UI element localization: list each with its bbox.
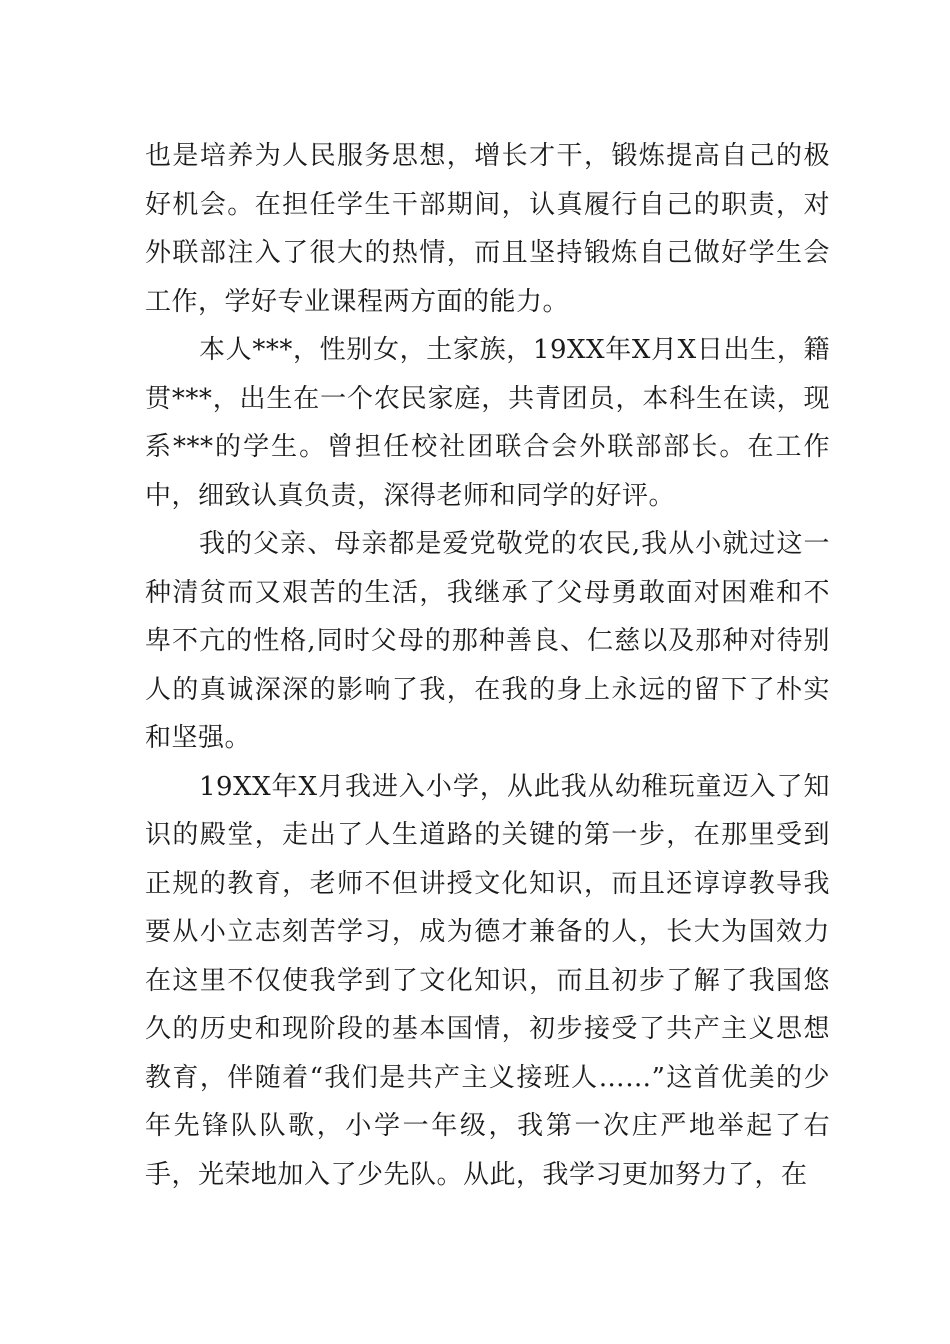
paragraph-2: 本人***，性别女，土家族，19XX年X月X日出生，籍贯***，出生在一个农民家庭，共青团员，本科生在读，现系***的学生。曾担任校社团联合会外联部部长。在工作中，细致认真负责，深得老师和同学的好评。 [145, 335, 830, 511]
paragraph-4: 19XX年X月我进入小学，从此我从幼稚玩童迈入了知识的殿堂，走出了人生道路的关键的第一步，在那里受到正规的教育，老师不但讲授文化知识，而且还谆谆教导我要从小立志刻苦学习，成为德才兼备的人，长大为国效力在这里不仅使我学到了文化知识，而且初步了解了我国悠久的历史和现阶段的基本国情，初步接受了共产主义思想教育，伴随着“我们是共产主义接班人……”这首优美的少年先锋队队歌，小学一年级，我第一次庄严地举起了右手，光荣地加入了少先队。从此，我学习更加努力了，在 [145, 771, 830, 1190]
paragraph-1: 也是培养为人民服务思想，增长才干，锻炼提高自己的极好机会。在担任学生干部期间，认真履行自己的职责，对外联部注入了很大的热情，而且坚持锻炼自己做好学生会工作，学好专业课程两方面的能力。 [145, 141, 830, 317]
paragraph-3: 我的父亲、母亲都是爱党敬党的农民,我从小就过这一种清贫而又艰苦的生活，我继承了父母勇敢面对困难和不卑不亢的性格,同时父母的那种善良、仁慈以及那种对待别人的真诚深深的影响了我，在我的身上永远的留下了朴实和坚强。 [145, 529, 830, 753]
